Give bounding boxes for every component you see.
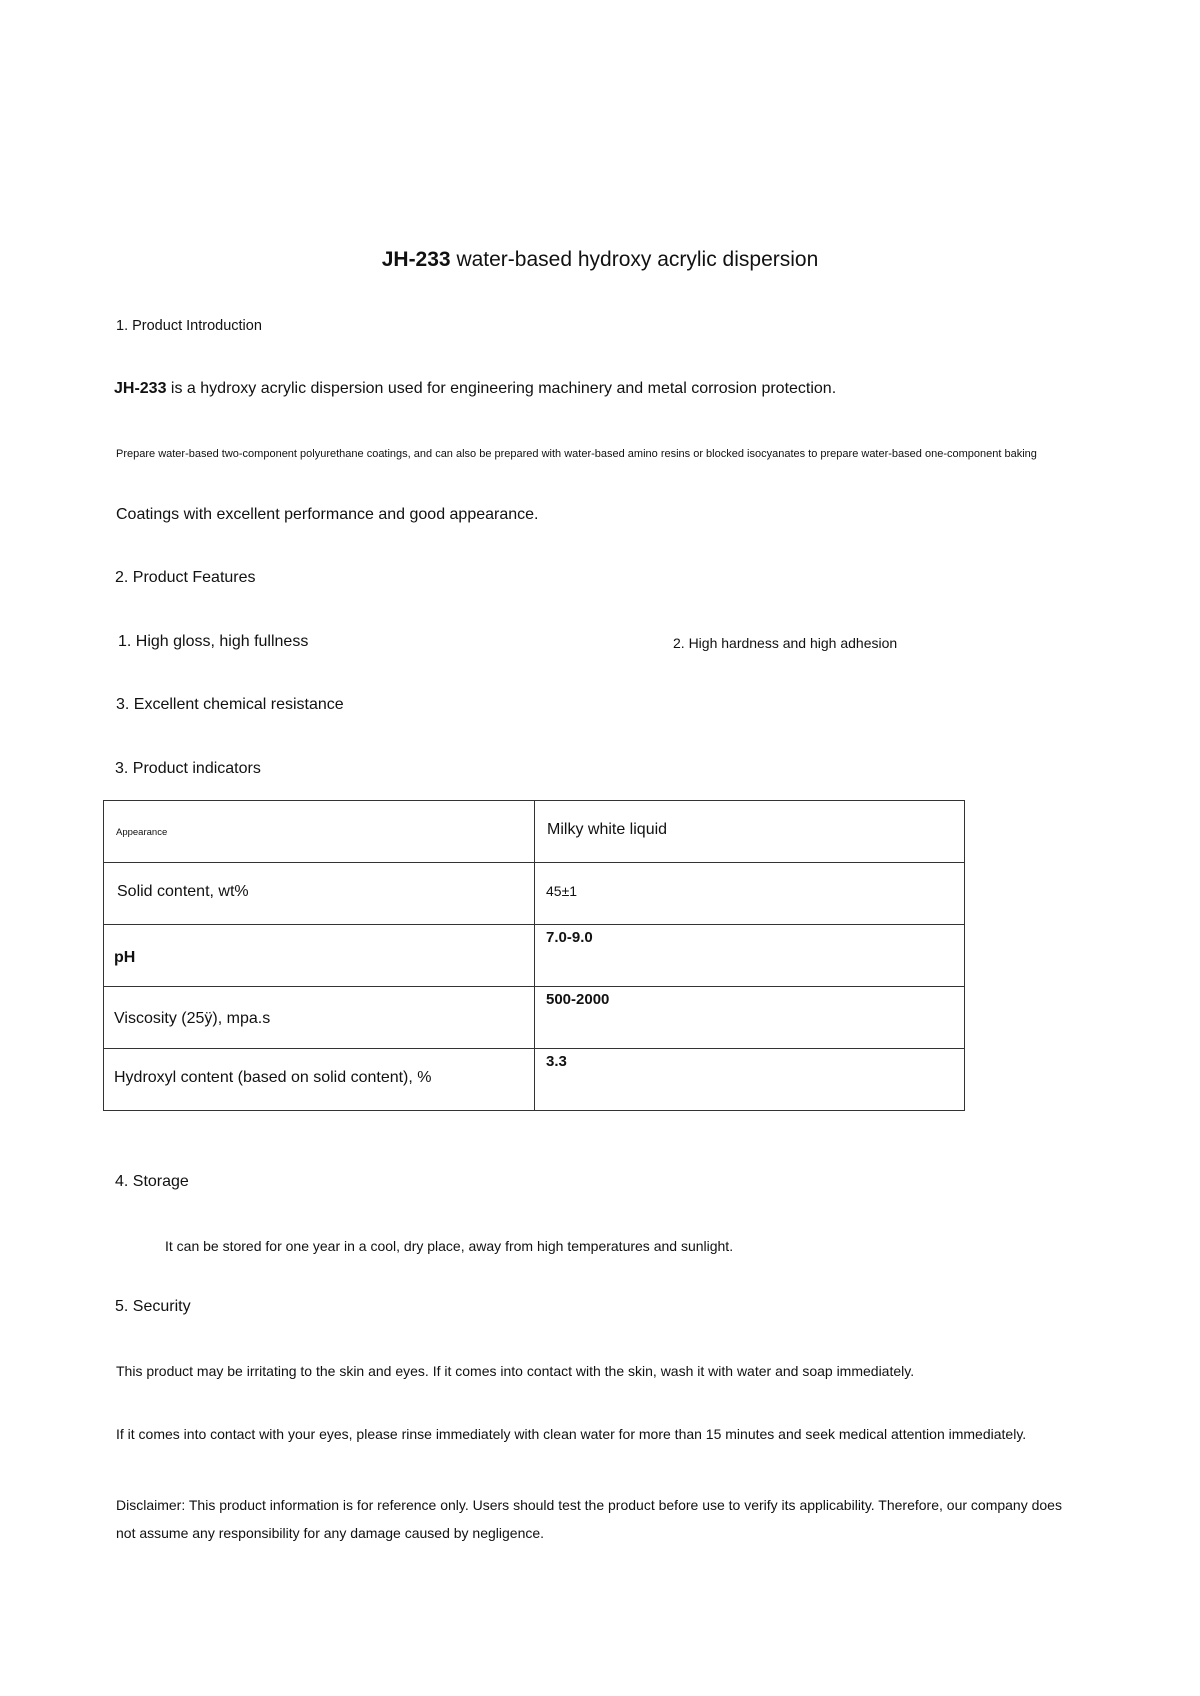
security-paragraph-1: This product may be irritating to the skin and eyes. If it comes into contact with the skin, wash it with water and soap immediately.: [116, 1363, 915, 1379]
viscosity-value: 500-2000: [546, 991, 610, 1008]
table-cell-label: [104, 987, 535, 1049]
table-row: [104, 925, 965, 987]
storage-text: It can be stored for one year in a cool, dry place, away from high temperatures and sunlight.: [165, 1238, 734, 1254]
section-heading-security: 5. Security: [115, 1298, 191, 1315]
viscosity-label: Viscosity (25ÿ), mpa.s: [114, 1010, 271, 1027]
intro-paragraph-2: Prepare water-based two-component polyurethane coatings, and can also be prepared with water-based amino resins or blocked isocyanates to prepare water-based one-component baking: [116, 448, 1037, 460]
section-heading-indicators: 3. Product indicators: [115, 760, 261, 777]
section-heading-features: 2. Product Features: [115, 569, 256, 586]
table-cell-label: [104, 801, 535, 863]
disclaimer-line-1: Disclaimer: This product information is for reference only. Users should test the product before use to verify its applicability. Therefore, our company does: [116, 1497, 1062, 1513]
feature-item-3: 3. Excellent chemical resistance: [116, 696, 344, 713]
document-title: [0, 248, 1200, 272]
intro-product-code: JH-233: [114, 380, 167, 397]
table-cell-value: [535, 863, 965, 925]
feature-item-2: 2. High hardness and high adhesion: [673, 635, 898, 651]
intro-paragraph-1-text: is a hydroxy acrylic dispersion used for engineering machinery and metal corrosion protection.: [166, 380, 837, 397]
ph-value: 7.0-9.0: [546, 929, 593, 946]
table-row: [104, 801, 965, 863]
table-cell-label: [104, 1049, 535, 1111]
disclaimer-line-2: not assume any responsibility for any damage caused by negligence.: [116, 1525, 545, 1541]
appearance-value: Milky white liquid: [547, 821, 668, 838]
product-indicators-table: [103, 800, 965, 1111]
solid-content-label: Solid content, wt%: [117, 883, 249, 900]
table-row: [104, 1049, 965, 1111]
table-cell-label: [104, 925, 535, 987]
table-cell-label: [104, 863, 535, 925]
table-row: [104, 987, 965, 1049]
title-text: water-based hydroxy acrylic dispersion: [450, 248, 819, 271]
table-cell-value: [535, 987, 965, 1049]
section-heading-intro: 1. Product Introduction: [116, 318, 262, 334]
table-cell-value: [535, 1049, 965, 1111]
intro-paragraph-3: Coatings with excellent performance and good appearance.: [116, 506, 539, 523]
intro-paragraph-1: [114, 380, 836, 398]
table-cell-value: [535, 801, 965, 863]
section-heading-storage: 4. Storage: [115, 1173, 189, 1190]
hydroxyl-content-label: Hydroxyl content (based on solid content), %: [114, 1069, 432, 1086]
security-paragraph-2: If it comes into contact with your eyes, please rinse immediately with clean water for more than 15 minutes and seek medical attention immediately.: [116, 1426, 1027, 1442]
table-row: [104, 863, 965, 925]
appearance-label: Appearance: [116, 827, 168, 838]
ph-label: pH: [114, 949, 136, 966]
hydroxyl-content-value: 3.3: [546, 1053, 567, 1070]
feature-item-1: 1. High gloss, high fullness: [118, 633, 309, 650]
solid-content-value: 45±1: [546, 883, 578, 899]
product-code: JH-233: [381, 248, 451, 271]
table-cell-value: [535, 925, 965, 987]
